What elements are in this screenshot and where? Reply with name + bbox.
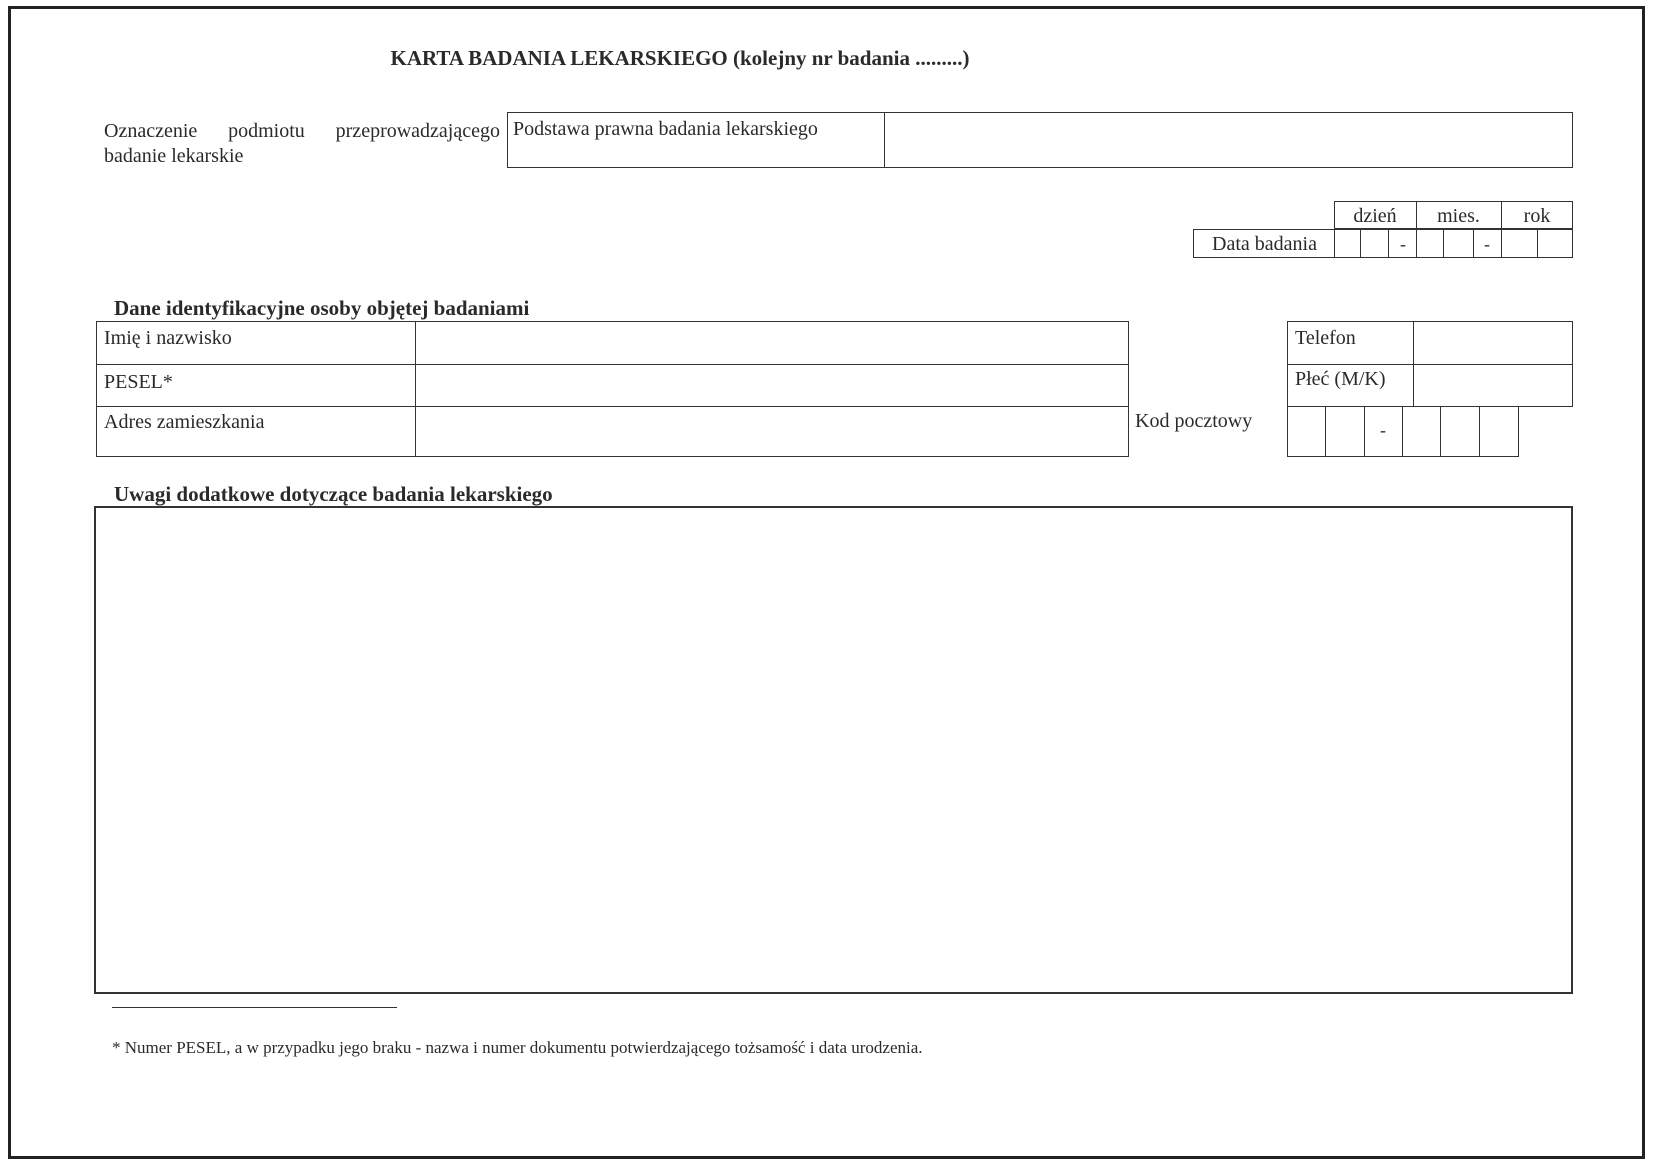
column-divider — [1413, 321, 1414, 407]
legal-basis-label: Podstawa prawna badania lekarskiego — [513, 118, 818, 140]
date-cell-divider — [1416, 229, 1417, 258]
sex-field[interactable] — [1415, 366, 1571, 405]
name-label: Imię i nazwisko — [104, 327, 232, 349]
postal-cell-divider — [1402, 406, 1403, 457]
date-cell-divider — [1501, 229, 1502, 258]
postal-code-box — [1287, 406, 1519, 457]
remarks-field[interactable] — [94, 506, 1573, 994]
address-label: Adres zamieszkania — [104, 411, 265, 433]
phone-label: Telefon — [1295, 327, 1356, 349]
date-cell-divider — [1473, 229, 1474, 258]
form-title: KARTA BADANIA LEKARSKIEGO (kolejny nr badania .........) — [390, 46, 970, 70]
date-cell-divider — [1443, 229, 1444, 258]
date-cell-divider — [1334, 229, 1335, 258]
pesel-label: PESEL* — [104, 371, 173, 393]
row-divider — [96, 406, 1129, 407]
postal-cell-divider — [1479, 406, 1480, 457]
entity-label: Oznaczenie podmiotu przeprowadzającego badanie lekarskie — [104, 120, 500, 167]
column-divider — [415, 321, 416, 457]
date-year-label: rok — [1523, 205, 1551, 227]
date-day-label: dzień — [1353, 205, 1397, 227]
date-cell-divider — [1360, 229, 1361, 258]
date-label: Data badania — [1212, 233, 1317, 255]
footnote: * Numer PESEL, a w przypadku jego braku - nazwa i numer dokumentu potwierdzającego tożsamość i data urodzenia. — [112, 1038, 923, 1057]
date-month-label: mies. — [1437, 205, 1480, 227]
date-cell-divider — [1388, 229, 1389, 258]
date-separator: - — [1400, 234, 1406, 254]
identification-heading: Dane identyfikacyjne osoby objętej badaniami — [114, 296, 530, 320]
legal-basis-field[interactable] — [886, 113, 1571, 166]
remarks-heading: Uwagi dodatkowe dotyczące badania lekarskiego — [114, 482, 553, 506]
row-divider — [96, 364, 1129, 365]
date-cell-divider — [1537, 229, 1538, 258]
postal-code-label: Kod pocztowy — [1135, 410, 1253, 432]
phone-field[interactable] — [1415, 322, 1571, 363]
legal-basis-divider — [884, 112, 885, 168]
postal-separator: - — [1380, 420, 1386, 440]
name-field[interactable] — [417, 322, 1127, 363]
footnote-rule — [112, 1007, 397, 1008]
postal-cell-divider — [1325, 406, 1326, 457]
pesel-field[interactable] — [417, 366, 1127, 405]
row-divider — [1287, 364, 1573, 365]
address-field[interactable] — [417, 408, 1127, 455]
postal-cell-divider — [1440, 406, 1441, 457]
date-separator: - — [1484, 234, 1490, 254]
sex-label: Płeć (M/K) — [1295, 368, 1386, 390]
postal-cell-divider — [1364, 406, 1365, 457]
